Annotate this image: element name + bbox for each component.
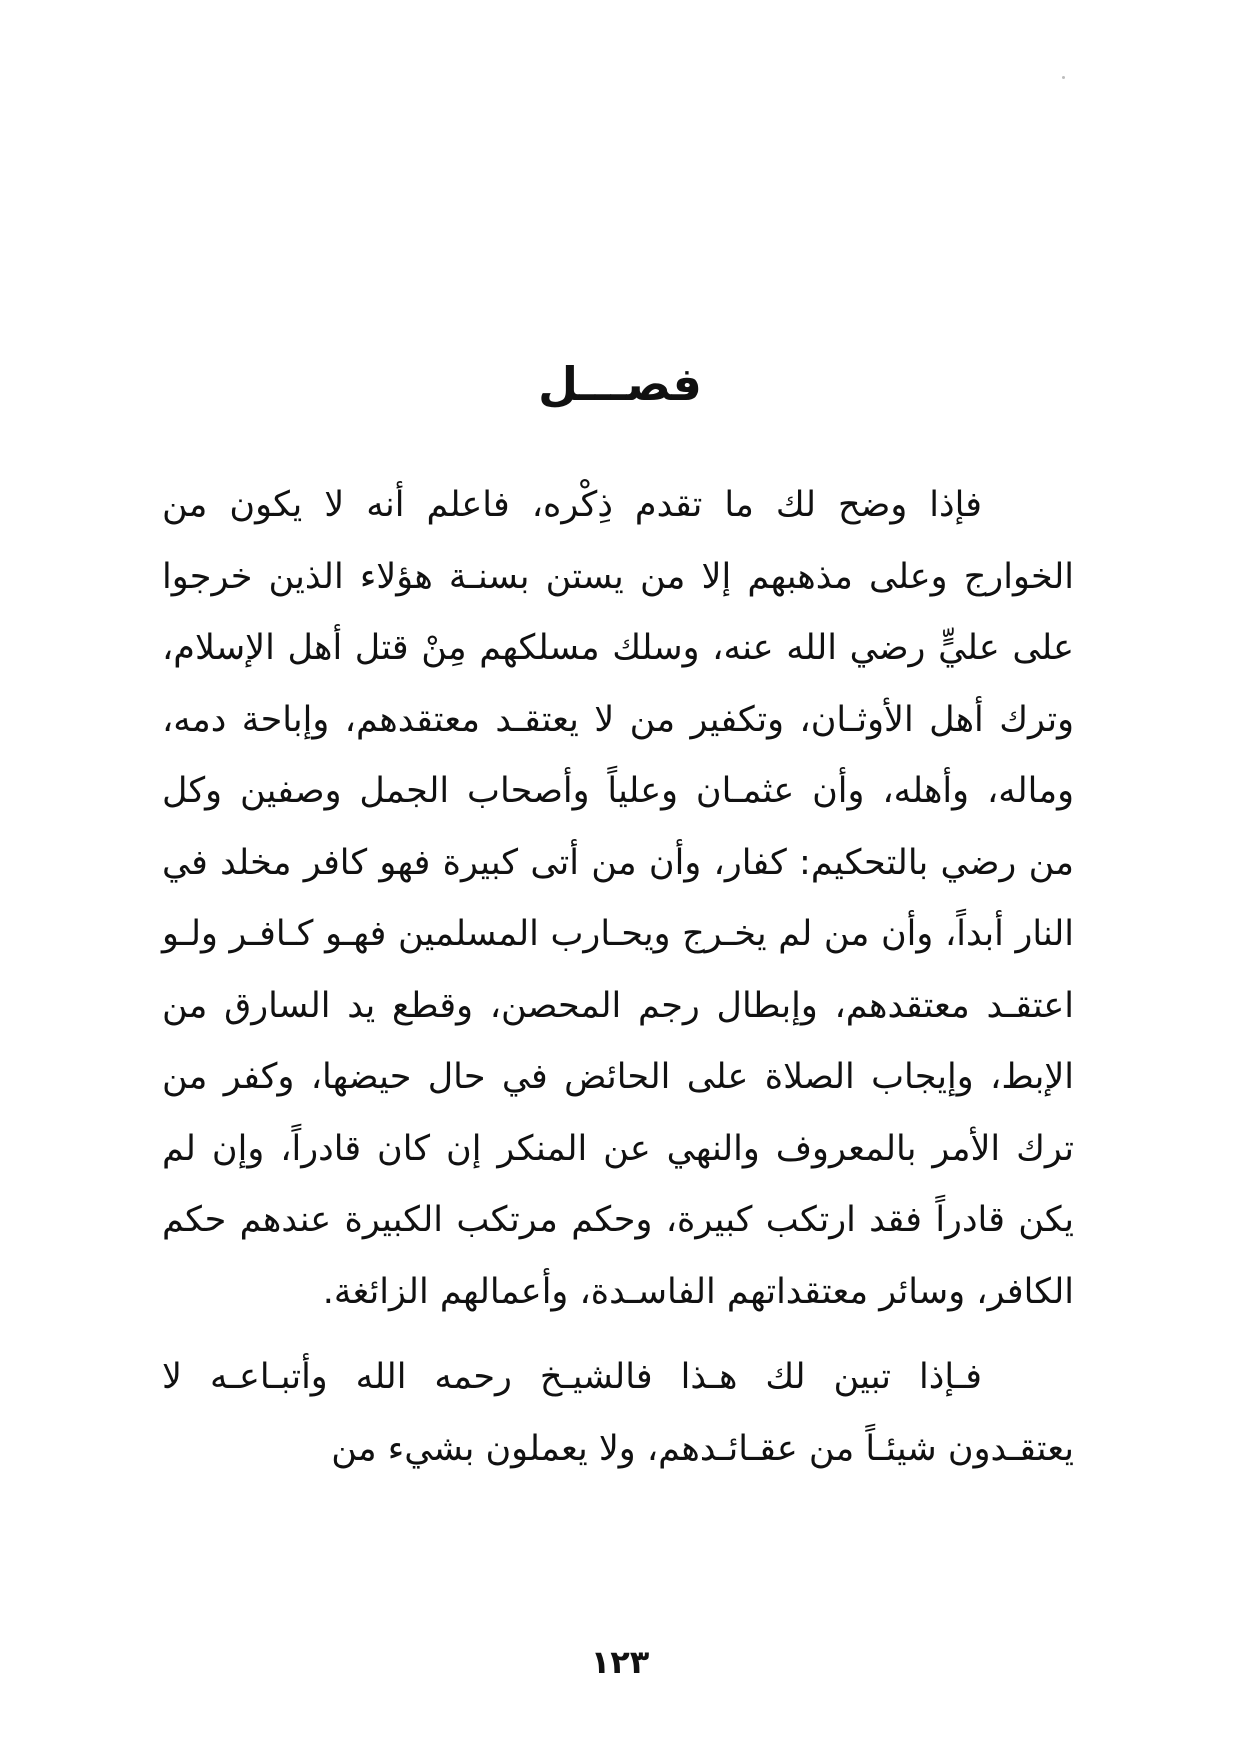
chapter-heading: فصـــل	[538, 356, 702, 411]
body-text	[162, 470, 1074, 1485]
page-number: ١٢٣	[590, 1643, 650, 1681]
paragraph-2: فـإذا تبين لك هـذا فالشيـخ رحمه الله وأتبـاعـه لا يعتقـدون شيئـاً من عقـائـدهم، ولا يعملون بشيء من	[162, 1357, 1074, 1469]
scan-speck	[1062, 76, 1065, 79]
paragraph-1: فإذا وضح لك ما تقدم ذِكْره، فاعلم أنه لا يكون من الخوارج وعلى مذهبهم إلا من يستن بسنـة هؤلاء الذين خرجوا على عليٍّ رضي الله عنه، وسلك مسلكهم مِنْ قتل أهل الإسلام، وترك أهل الأوثـان، وتكفير من لا يعتقـد معتقدهم، وإباحة دمه، وماله، وأهله، وأن عثمـان وعلياً وأصحاب الجمل وصفين وكل من رضي بالتحكيم: كفار، وأن من أتى كبيرة فهو كافر مخلد في النار أبداً، وأن من لم يخـرج ويحـارب المسلمين فهـو كـافـر ولـو اعتقـد معتقدهم، وإبطال رجم المحصن، وقطع يد السارق من الإبط، وإيجاب الصلاة على الحائض في حال حيضها، وكفر من ترك الأمر بالمعروف والنهي عن المنكر إن كان قادراً، وإن لم يكن قادراً فقد ارتكب كبيرة، وحكم مرتكب الكبيرة عندهم حكم الكافر، وسائر معتقداتهم الفاسـدة، وأعمالهم الزائغة.	[162, 485, 1074, 1312]
